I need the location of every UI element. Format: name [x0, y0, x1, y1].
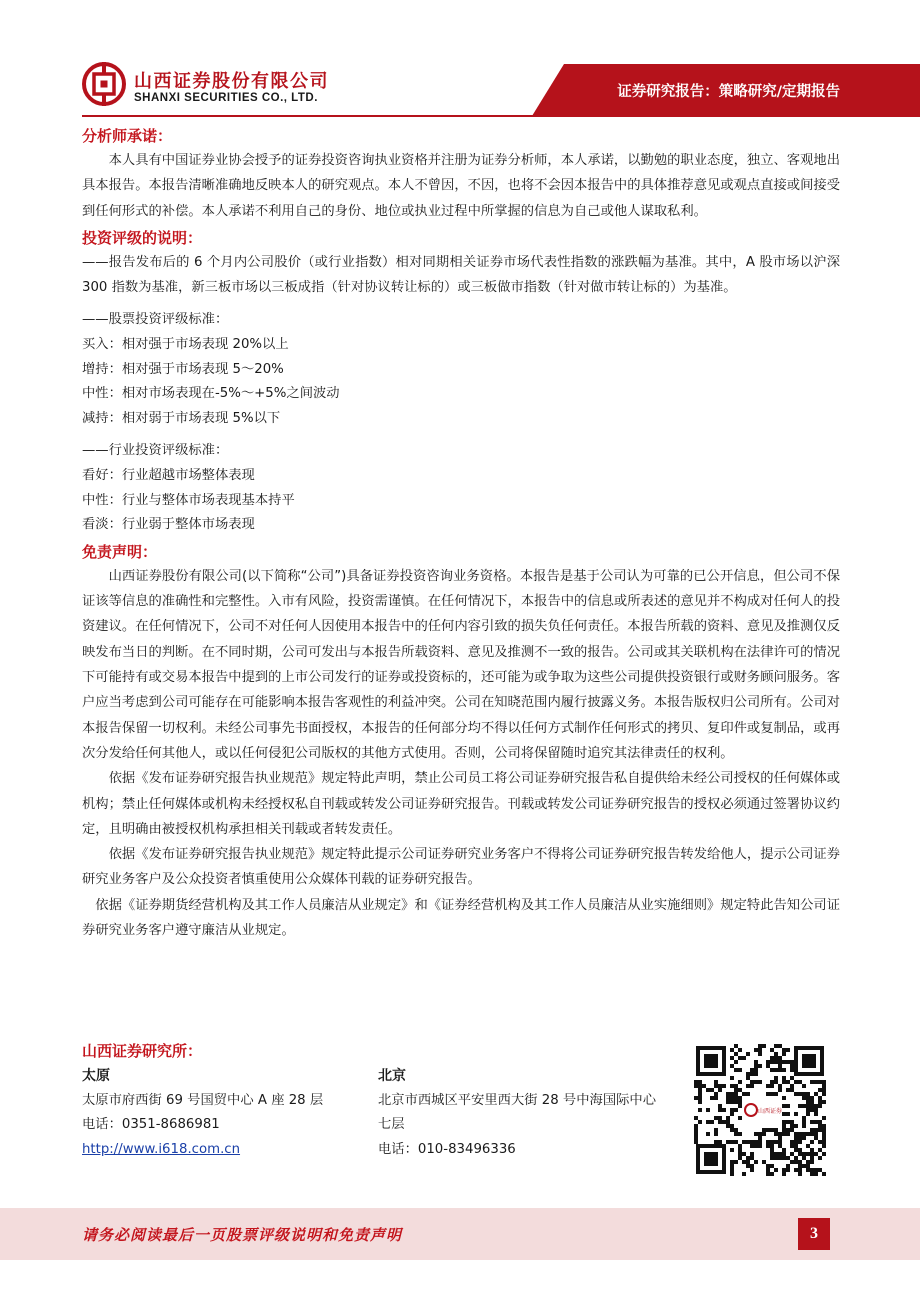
- page-content: [82, 124, 840, 943]
- beijing-contact-block: [378, 1064, 663, 1162]
- disclaimer-paragraph: 依据《发布证券研究报告执业规范》规定特此提示公司证券研究业务客户不得将公司证券研究报告转发给他人，提示公司证券研究业务客户及公众投资者慎重使用公众媒体刊载的证券研究报告。: [82, 847, 840, 888]
- rating-intro-text: ——报告发布后的 6 个月内公司股价（或行业指数）相对同期相关证券市场代表性指数的涨跌幅为基准。其中，A 股市场以沪深 300 指数为基准，新三板市场以三板成指（针对协议转让标的）或三板做市指数（针对做市转让标的）为基准。: [82, 254, 840, 296]
- industry-rating-item: 中性：行业与整体市场表现基本持平: [82, 492, 295, 508]
- qr-logo-label: 山西证券: [758, 1108, 783, 1115]
- company-name-en: SHANXI SECURITIES CO., LTD.: [134, 92, 318, 104]
- company-name-cn: 山西证券股份有限公司: [134, 71, 329, 92]
- research-institute-title: 山西证券研究所：: [82, 1042, 203, 1060]
- disclaimer-section-title: 免责声明：: [82, 542, 158, 561]
- beijing-phone: 电话：010-83496336: [378, 1141, 516, 1157]
- taiyuan-city-label: 太原: [82, 1068, 110, 1084]
- page-header: [0, 0, 920, 118]
- page-number: 3: [798, 1218, 830, 1250]
- report-type-label: 证券研究报告：策略研究/定期报告: [617, 84, 840, 100]
- header-divider: [82, 115, 920, 117]
- qr-code-icon[interactable]: [694, 1044, 826, 1176]
- beijing-address: 北京市西城区平安里西大街 28 号中海国际中心七层: [378, 1092, 657, 1132]
- stock-rating-header: ——股票投资评级标准：: [82, 312, 229, 328]
- stock-rating-item: 减持：相对弱于市场表现 5%以下: [82, 410, 281, 426]
- taiyuan-contact-block: [82, 1064, 367, 1162]
- taiyuan-address: 太原市府西街 69 号国贸中心 A 座 28 层: [82, 1092, 324, 1108]
- rating-section-title: 投资评级的说明：: [82, 228, 203, 247]
- stock-rating-item: 中性：相对市场表现在-5%～+5%之间波动: [82, 386, 340, 402]
- disclaimer-paragraph: 依据《证券期货经营机构及其工作人员廉洁从业规定》和《证券经营机构及其工作人员廉洁从业实施细则》规定特此告知公司证券研究业务客户遵守廉洁从业规定。: [82, 897, 840, 938]
- taiyuan-phone: 电话：0351-8686981: [82, 1117, 220, 1132]
- stock-rating-item: 增持：相对强于市场表现 5～20%: [82, 361, 284, 377]
- analyst-commitment-text: 本人具有中国证券业协会授予的证券投资咨询执业资格并注册为证券分析师，本人承诺，以勤勉的职业态度，独立、客观地出具本报告。本报告清晰准确地反映本人的研究观点。本人不曾因，不因，也将不会因本报告中的具体推荐意见或观点直接或间接受到任何形式的补偿。本人承诺不利用自己的身份、地位或执业过程中所掌握的信息为自己或他人谋取私利。: [82, 153, 840, 219]
- industry-rating-header: ——行业投资评级标准：: [82, 443, 229, 459]
- website-link[interactable]: http://www.i618.com.cn: [82, 1141, 241, 1157]
- beijing-city-label: 北京: [378, 1068, 406, 1084]
- stock-rating-item: 买入：相对强于市场表现 20%以上: [82, 337, 289, 353]
- analyst-section-title: 分析师承诺：: [82, 127, 173, 145]
- industry-rating-item: 看淡：行业弱于整体市场表现: [82, 517, 255, 533]
- disclaimer-paragraph: 依据《发布证券研究报告执业规范》规定特此声明，禁止公司员工将公司证券研究报告私自提供给未经公司授权的任何媒体或机构；禁止任何媒体或机构未经授权私自刊载或转发公司证券研究报告。刊载或转发公司证券研究报告的授权必须通过签署协议约定，且明确由被授权机构承担相关刊载或者转发责任。: [82, 771, 840, 837]
- disclaimer-paragraph: 山西证券股份有限公司(以下简称“公司”)具备证券投资咨询业务资格。本报告是基于公司认为可靠的已公开信息，但公司不保证该等信息的准确性和完整性。入市有风险，投资需谨慎。在任何情况下，本报告中的信息或所表述的意见并不构成对任何人的投资建议。在任何情况下，公司不对任何人因使用本报告中的任何内容引致的损失负任何责任。本报告所载的资料、意见及推测仅反映发布当日的判断。在不同时期，公司可发出与本报告所载资料、意见及推测不一致的报告。公司或其关联机构在法律许可的情况下可能持有或交易本报告中提到的上市公司发行的证券或投资标的，还可能为或争取为这些公司提供投资银行或财务顾问服务。客户应当考虑到公司可能存在可能影响本报告客观性的利益冲突。公司在知晓范围内履行披露义务。本报告版权归公司所有。公司对本报告保留一切权利。未经公司事先书面授权，本报告的任何部分均不得以任何方式制作任何形式的拷贝、复印件或复制品，或再次分发给任何其他人，或以任何侵犯公司版权的其他方式使用。否则，公司将保留随时追究其法律责任的权利。: [82, 568, 840, 761]
- footer-notice: 请务必阅读最后一页股票评级说明和免责声明: [82, 1226, 403, 1244]
- industry-rating-item: 看好：行业超越市场整体表现: [82, 468, 255, 484]
- company-logo-icon: [82, 62, 126, 106]
